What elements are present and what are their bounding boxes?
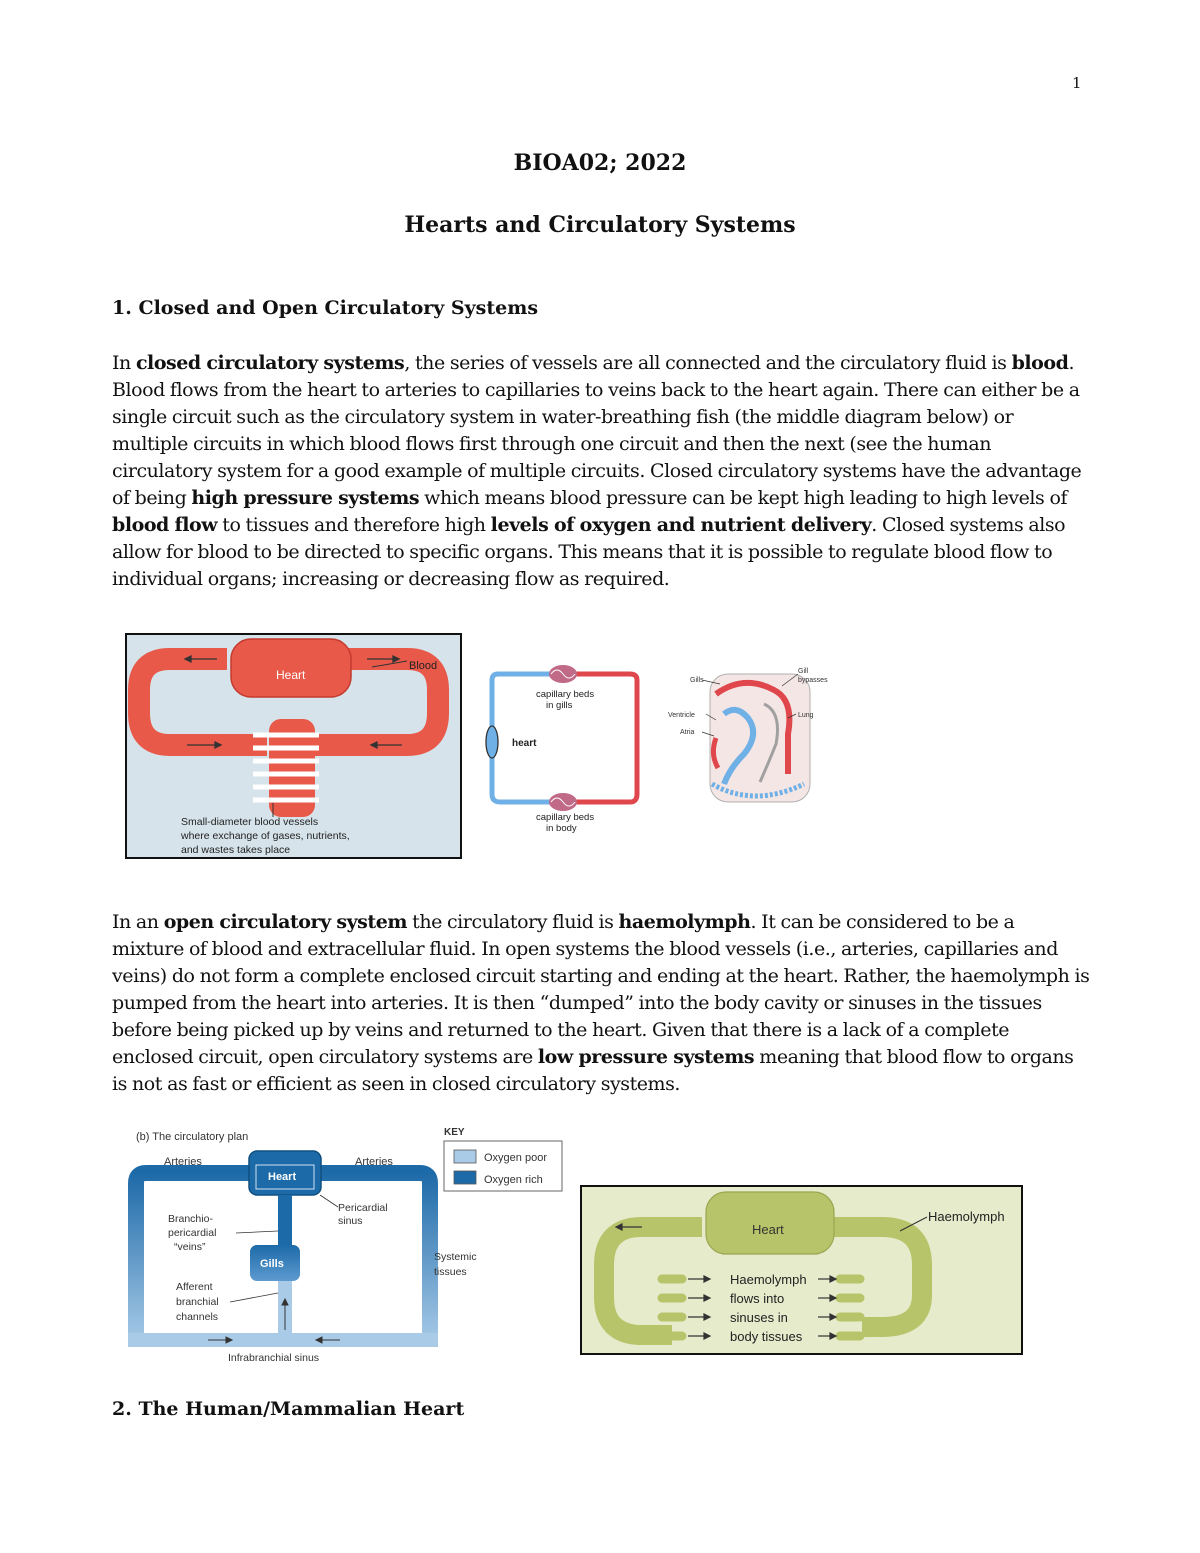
- fish-circulation-diagram: [484, 662, 644, 834]
- key-title: KEY: [444, 1127, 465, 1138]
- open-system-diagram: [580, 1185, 1023, 1355]
- gill-bypasses-line-1: Gill: [798, 668, 809, 675]
- text-run: . Blood flows from the heart to arteries to capillaries to veins back to the heart again. There can either be a single circuit such as the circulatory system in water-breathing fish (the middle diagram below) or multiple circuits in which blood flows first through one circuit and then the next (see the human circulatory system for a good example of multiple circuits. Closed circulatory systems have the advantage of being: [112, 352, 1082, 509]
- text-run: In an: [112, 911, 164, 933]
- atria-label: Atria: [680, 729, 695, 736]
- open-heart-label: Heart: [752, 1222, 784, 1237]
- bold-term: haemolymph: [618, 911, 751, 933]
- bold-term: open circulatory system: [163, 911, 408, 933]
- fish-heart-label: heart: [512, 738, 537, 749]
- bold-term: closed circulatory systems: [135, 352, 405, 374]
- closed-caption-line-2: where exchange of gases, nutrients,: [181, 830, 350, 842]
- fish-heart-shape: [486, 726, 498, 758]
- key-rich-swatch: [454, 1171, 476, 1184]
- key-poor-label: Oxygen poor: [484, 1152, 547, 1164]
- branchio-pericardial-vessel: [278, 1195, 292, 1247]
- lung-label: Lung: [798, 712, 814, 719]
- gill-beds-line-2: in gills: [546, 700, 573, 711]
- blood-label: Blood: [409, 660, 438, 672]
- pericardial-line-2: sinus: [338, 1215, 363, 1227]
- closed-caption-line-3: and wastes takes place: [181, 844, 291, 856]
- bold-term: low pressure systems: [537, 1046, 755, 1068]
- pericardial-line-1: Pericardial: [338, 1202, 388, 1214]
- body-beds-line-1: capillary beds: [536, 812, 595, 823]
- lungfish-circulation-diagram: [664, 664, 828, 812]
- open-left-vessel: [604, 1227, 702, 1335]
- bold-term: levels of oxygen and nutrient delivery: [490, 514, 872, 536]
- text-run: to tissues and therefore high: [217, 514, 491, 536]
- text-run: , the series of vessels are all connected and the circulatory fluid is: [404, 352, 1012, 374]
- open-caption-line-1: Haemolymph: [730, 1272, 807, 1287]
- key-poor-swatch: [454, 1150, 476, 1163]
- right-sinus-fingers: [840, 1279, 860, 1336]
- bold-term: blood flow: [112, 514, 218, 536]
- branchio-line-1: Branchio-: [168, 1213, 213, 1225]
- heart-label: Heart: [276, 668, 306, 682]
- infrabranchial-label: Infrabranchial sinus: [228, 1352, 320, 1364]
- haemolymph-label: Haemolymph: [928, 1209, 1005, 1224]
- text-run: which means blood pressure can be kept high leading to high levels of: [419, 487, 1068, 509]
- text-run: . Closed systems also allow for blood to be directed to specific organs. This means that it is possible to regulate blood flow to individual organs; increasing or decreasing flow as required.: [112, 514, 1066, 590]
- systemic-line-1: Systemic: [434, 1251, 477, 1263]
- ventricle-label: Ventricle: [668, 712, 695, 719]
- systemic-line-2: tissues: [434, 1266, 467, 1278]
- crustacean-circulatory-plan: [128, 1125, 568, 1367]
- branchio-line-3: “veins”: [174, 1241, 206, 1253]
- gill-beds-line-1: capillary beds: [536, 689, 595, 700]
- course-title: BIOA02; 2022: [513, 150, 687, 176]
- crustacean-title: (b) The circulatory plan: [136, 1131, 249, 1143]
- section-1-heading: 1. Closed and Open Circulatory Systems: [112, 297, 539, 319]
- text-run: . It can be considered to be a mixture of blood and extracellular fluid. In open systems the blood vessels (i.e., arteries, capillaries and veins) do not form a complete enclosed circuit starting and ending at the heart. Rather, the haemolymph is pumped from the heart into arteries. It is then “dumped” into the body cavity or sinuses in the tissues before being picked up by veins and returned to the heart. Given that there is a lack of a complete enclosed circuit, open circulatory systems are: [112, 911, 1090, 1068]
- closed-systems-paragraph: [112, 350, 1090, 593]
- afferent-line-1: Afferent: [176, 1281, 213, 1293]
- bold-term: high pressure systems: [191, 487, 420, 509]
- page-number: 1: [1072, 74, 1082, 92]
- text-run: the circulatory fluid is: [407, 911, 619, 933]
- text-run: meaning that blood flow to organs is not as fast or efficient as seen in closed circulatory systems.: [112, 1046, 1074, 1095]
- gill-capillary-bed: [549, 665, 577, 683]
- afferent-line-3: channels: [176, 1311, 219, 1323]
- gills-label: Gills: [690, 677, 704, 684]
- body-beds-line-2: in body: [546, 823, 577, 834]
- document-title: Hearts and Circulatory Systems: [404, 212, 796, 238]
- gills-box-label: Gills: [260, 1258, 284, 1270]
- arteries-right-label: Arteries: [355, 1156, 393, 1168]
- open-systems-paragraph: [112, 909, 1090, 1098]
- body-capillary-bed: [549, 793, 577, 811]
- bold-term: blood: [1011, 352, 1069, 374]
- closed-system-diagram: [125, 633, 462, 859]
- key-rich-label: Oxygen rich: [484, 1174, 543, 1186]
- closed-caption-line-1: Small-diameter blood vessels: [181, 816, 319, 828]
- open-caption-line-2: flows into: [730, 1291, 785, 1306]
- branchio-line-2: pericardial: [168, 1227, 217, 1239]
- section-2-heading: 2. The Human/Mammalian Heart: [112, 1398, 465, 1420]
- open-caption-line-4: body tissues: [730, 1329, 803, 1344]
- open-caption-line-3: sinuses in: [730, 1310, 788, 1325]
- gill-bypasses-line-2: bypasses: [798, 677, 828, 684]
- text-run: In: [112, 352, 136, 374]
- crustacean-heart-label: Heart: [268, 1171, 297, 1183]
- arteries-left-label: Arteries: [164, 1156, 202, 1168]
- afferent-line-2: branchial: [176, 1296, 219, 1308]
